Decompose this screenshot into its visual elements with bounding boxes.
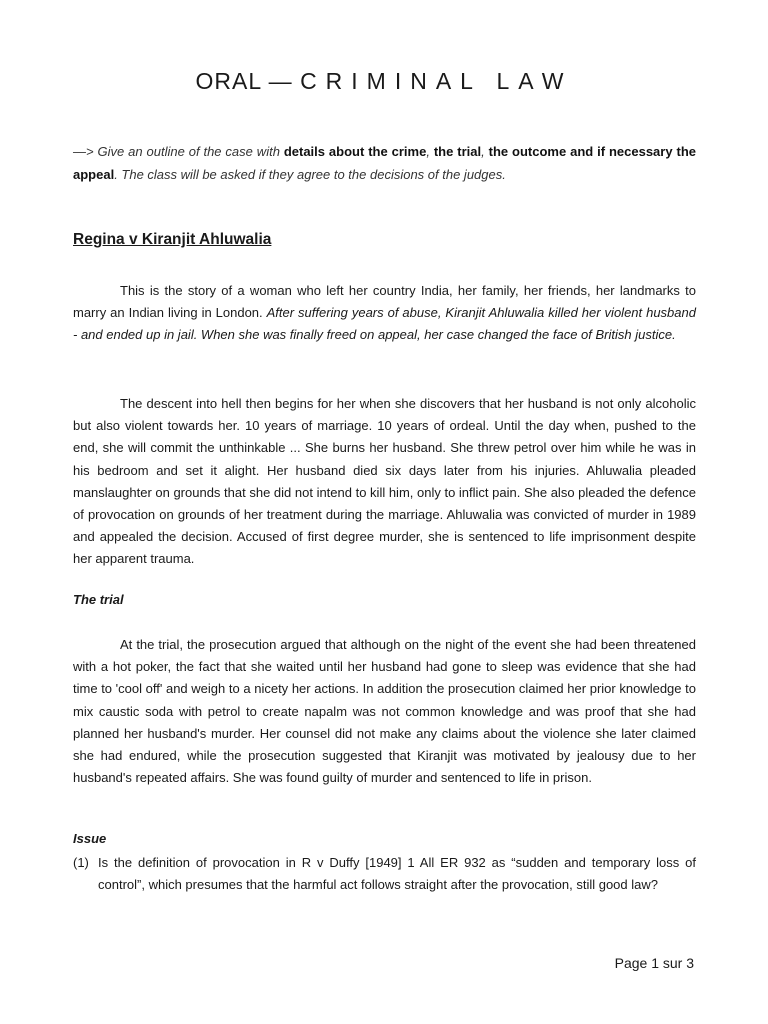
intro-bold-trial: the trial	[433, 144, 482, 159]
paragraph-story-italic: After suffering years of abuse, Kiranjit Ahluwalia killed her violent husband - and ended up in jail. When she was finally freed on appeal, her case changed the face of British justice.	[73, 305, 696, 343]
issue-list	[73, 852, 696, 896]
title-prefix: ORAL —	[195, 68, 301, 94]
assignment-instructions	[73, 141, 696, 186]
section-heading-issue: Issue	[73, 831, 107, 846]
page-title	[0, 68, 768, 95]
paragraph-descent: The descent into hell then begins for her when she discovers that her husband is not only alcoholic but also violent towards her. 10 years of marriage. 10 years of ordeal. Until the day when, pushed to the end, she will commit the unthinkable ... She burns her husband. She threw petrol over him while he was in his bedroom and set it alight. Her husband died six days later from his injuries. Ahluwalia pleaded manslaughter on grounds that she did not intend to kill him, only to inflict pain. She also pleaded the defence of provocation on grounds of her treatment during the marriage. Ahluwalia was convicted of murder in 1989 and appealed the decision. Accused of first degree murder, she is sentenced to life imprisonment despite her apparent trauma.	[73, 396, 696, 567]
issue-number: (1)	[73, 855, 89, 870]
intro-arrow: —> Give an outline of the case with	[73, 144, 284, 159]
paragraph-story	[73, 280, 696, 347]
intro-bold-outcome: the outcome and if necessary the appeal	[73, 144, 696, 182]
list-item	[73, 852, 696, 896]
intro-sep: ,	[426, 144, 434, 159]
intro-sep: ,	[481, 144, 489, 159]
section-heading-trial: The trial	[73, 592, 124, 607]
intro-bold-crime: details about the crime	[283, 144, 427, 159]
intro-tail: . The class will be asked if they agree to the decisions of the judges.	[114, 166, 506, 182]
issue-text: Is the definition of provocation in R v Duffy [1949] 1 All ER 932 as “sudden and temporary loss of control”, which presumes that the harmful act follows straight after the provocation, still good law?	[98, 855, 696, 893]
title-subject: CRIMINAL LAW	[300, 68, 573, 94]
page-number: Page 1 sur 3	[614, 955, 694, 971]
paragraph-trial: At the trial, the prosecution argued that although on the night of the event she had been threatened with a hot poker, the fact that she waited until her husband had gone to sleep was evidence that she had time to 'cool off' and weigh to a nicety her actions. In addition the prosecution claimed her prior knowledge to mix caustic soda with petrol to create napalm was not common knowledge and was proof that she had planned her husband's murder. Her counsel did not make any claims about the violence she later claimed she had endured, while the prosecution suggested that Kiranjit was motivated by jealousy due to her husband's repeated affairs. She was found guilty of murder and sentenced to life in prison.	[73, 637, 696, 786]
paragraph-story-plain: This is the story of a woman who left her country India, her family, her friends, her landmarks to marry an Indian living in London.	[73, 283, 696, 321]
case-title: Regina v Kiranjit Ahluwalia	[73, 231, 272, 248]
